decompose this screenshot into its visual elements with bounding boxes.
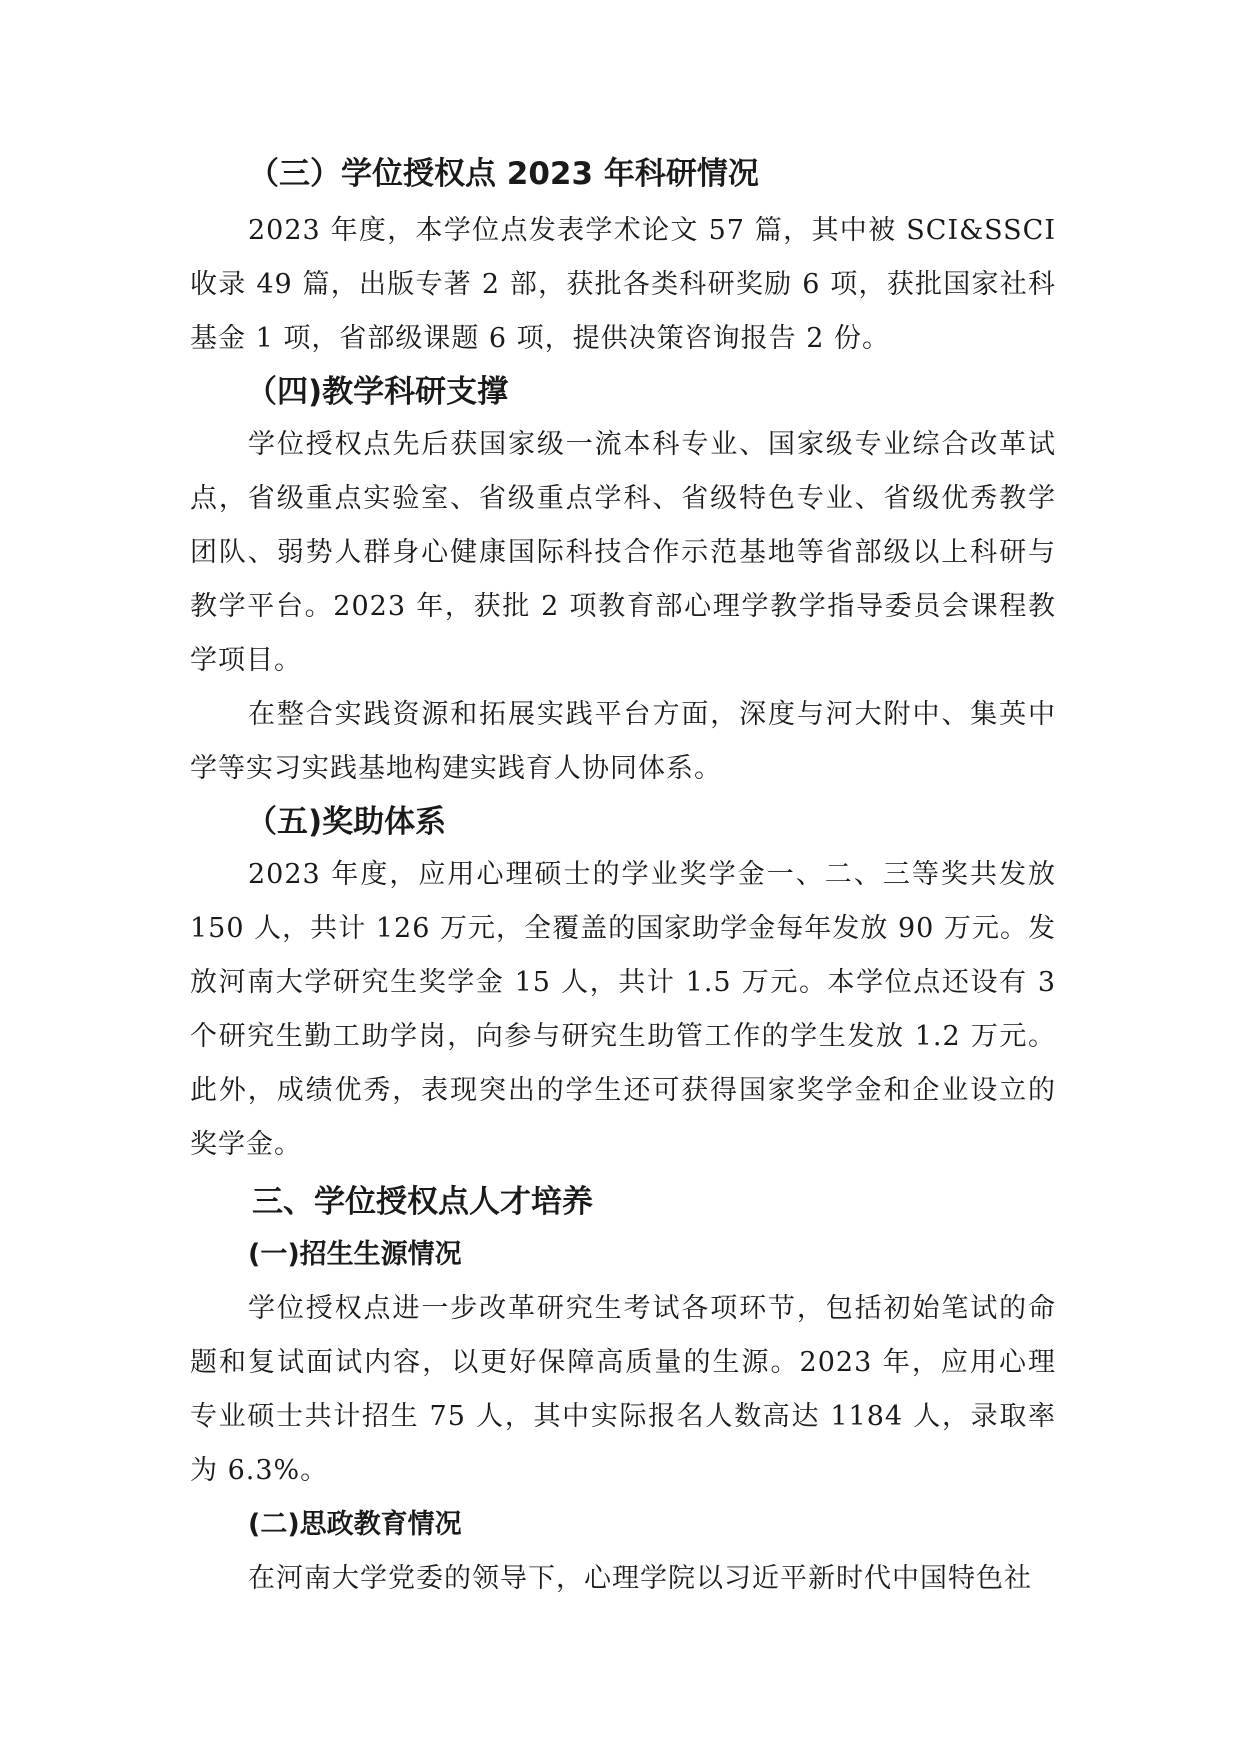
section-heading-enrollment: (一)招生生源情况 [248,1239,462,1270]
paragraph-practice-bases: 在整合实践资源和拓展实践平台方面，深度与河大附中、集英中学等实习实践基地构建实践育人协同体系。 [190,699,1056,784]
section-heading-scholarships: （五)奖助体系 [246,804,447,840]
section-heading-teaching-support: （四)教学科研支撑 [246,374,509,410]
paragraph-ideological-education: 在河南大学党委的领导下，心理学院以习近平新时代中国特色社 [248,1563,1032,1594]
document-body [190,150,1056,1606]
section-heading-research: （三）学位授权点 2023 年科研情况 [248,156,759,192]
paragraph-teaching-platforms: 学位授权点先后获国家级一流本科专业、国家级专业综合改革试点，省级重点实验室、省级重点学科、省级特色专业、省级优秀教学团队、弱势人群身心健康国际科技合作示范基地等省部级以上科研与教学平台。2023 年，获批 2 项教育部心理学教学指导委员会课程教学项目。 [190,429,1056,676]
paragraph-scholarships: 2023 年度，应用心理硕士的学业奖学金一、二、三等奖共发放 150 人，共计 126 万元，全覆盖的国家助学金每年发放 90 万元。发放河南大学研究生奖学金 15 人，共计 1.5 万元。本学位点还设有 3 个研究生勤工助学岗，向参与研究生助管工作的学生发放 1.2 万元。此外，成绩优秀，表现突出的学生还可获得国家奖学金和企业设立的奖学金。 [190,859,1056,1160]
section-heading-ideological-education: (二)思政教育情况 [248,1509,462,1540]
paragraph-research: 2023 年度，本学位点发表学术论文 57 篇，其中被 SCI&SSCI 收录 49 篇，出版专著 2 部，获批各类科研奖励 6 项，获批国家社科基金 1 项，省部级课题 6 项，提供决策咨询报告 2 份。 [190,215,1056,354]
chapter-heading-talent-training: 三、学位授权点人才培养 [252,1184,593,1220]
paragraph-enrollment: 学位授权点进一步改革研究生考试各项环节，包括初始笔试的命题和复试面试内容，以更好保障高质量的生源。2023 年，应用心理专业硕士共计招生 75 人，其中实际报名人数高达 1184 人，录取率为 6.3%。 [190,1293,1056,1486]
